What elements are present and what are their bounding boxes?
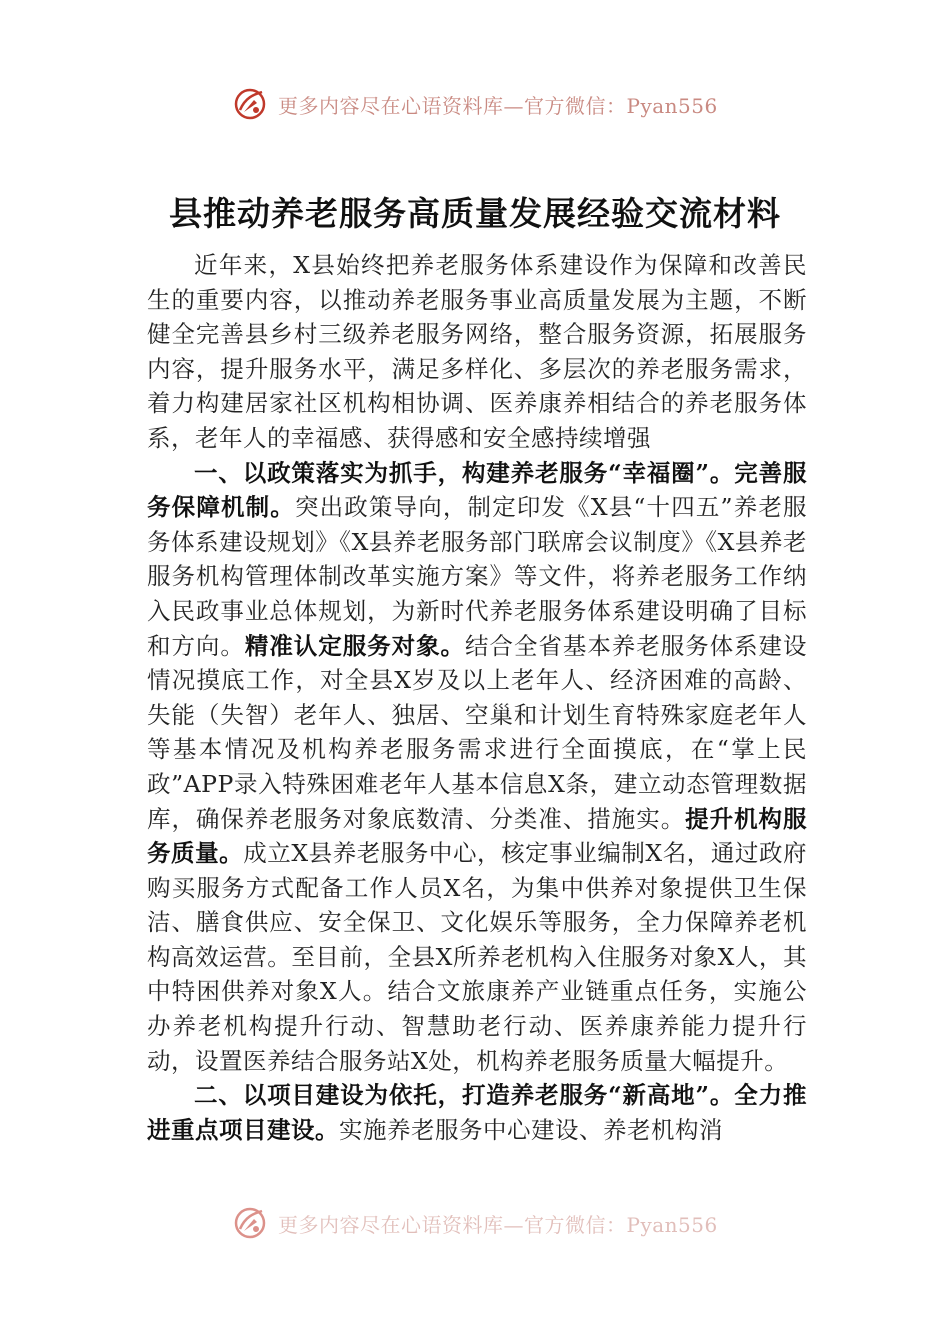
intro-paragraph: 近年来，X县始终把养老服务体系建设作为保障和改善民生的重要内容，以推动养老服务事业高质量发展为主题，不断健全完善县乡村三级养老服务网络，整合服务资源，拓展服务内容，提升服务水平，满足多样化、多层次的养老服务需求，着力构建居家社区机构相协调、医养康养相结合的养老服务体系，老年人的幸福感、获得感和安全感持续增强 — [147, 251, 807, 452]
section-1-heading: 一、以政策落实为抓手，构建养老服务“幸福圈”。 — [194, 458, 735, 487]
section-1-sub2-title: 精准认定服务对象。 — [244, 631, 466, 660]
section-1-sub3-title: 提升机构服务质量。 — [147, 804, 808, 868]
section-1-sub1-text: 突出政策导向，制定印发《X县“十四五”养老服务体系建设规划》《X县养老服务部门联席会议制度》《X县养老服务机构管理体制改革实施方案》等文件，将养老服务工作纳入民政事业总体规划，为新时代养老服务体系建设明确了目标和方向。 — [147, 493, 808, 660]
document-body — [147, 248, 807, 1147]
section-2-paragraph — [147, 1078, 807, 1147]
brand-logo-icon — [232, 86, 268, 122]
watermark-footer — [232, 1203, 718, 1243]
brand-logo-icon — [232, 1205, 268, 1241]
section-2-sub1-text: 实施养老服务中心建设、养老机构消 — [339, 1115, 723, 1144]
section-1-sub1-title: 完善服务保障机制。 — [147, 458, 807, 522]
section-2-sub1-title: 全力推进重点项目建设。 — [147, 1081, 807, 1144]
watermark-header — [232, 84, 718, 124]
section-1-paragraph — [147, 456, 807, 1079]
watermark-text: 更多内容尽在心语资料库—官方微信：Pyan556 — [278, 93, 718, 118]
section-2-heading: 二、以项目建设为依托，打造养老服务“新高地”。 — [194, 1081, 735, 1110]
watermark-footer-text: 更多内容尽在心语资料库—官方微信：Pyan556 — [278, 1212, 718, 1237]
section-1-sub3-text: 成立X县养老服务中心，核定事业编制X名，通过政府购买服务方式配备工作人员X名，为集中供养对象提供卫生保洁、膳食供应、安全保卫、文化娱乐等服务，全力保障养老机构高效运营。至目前，全县X所养老机构入住服务对象X人，其中特困供养对象X人。结合文旅康养产业链重点任务，实施公办养老机构提升行动、智慧助老行动、医养康养能力提升行动，设置医养结合服务站X处，机构养老服务质量大幅提升。 — [147, 839, 807, 1075]
section-1-sub2-text: 结合全省基本养老服务体系建设情况摸底工作，对全县X岁及以上老年人、经济困难的高龄、失能（失智）老年人、独居、空巢和计划生育特殊家庭老年人等基本情况及机构养老服务需求进行全面摸底，在“掌上民政”APP录入特殊困难老年人基本信息X条，建立动态管理数据库，确保养老服务对象底数清、分类准、措施实。 — [147, 631, 808, 833]
document-title: 县推动养老服务高质量发展经验交流材料 — [169, 194, 781, 233]
